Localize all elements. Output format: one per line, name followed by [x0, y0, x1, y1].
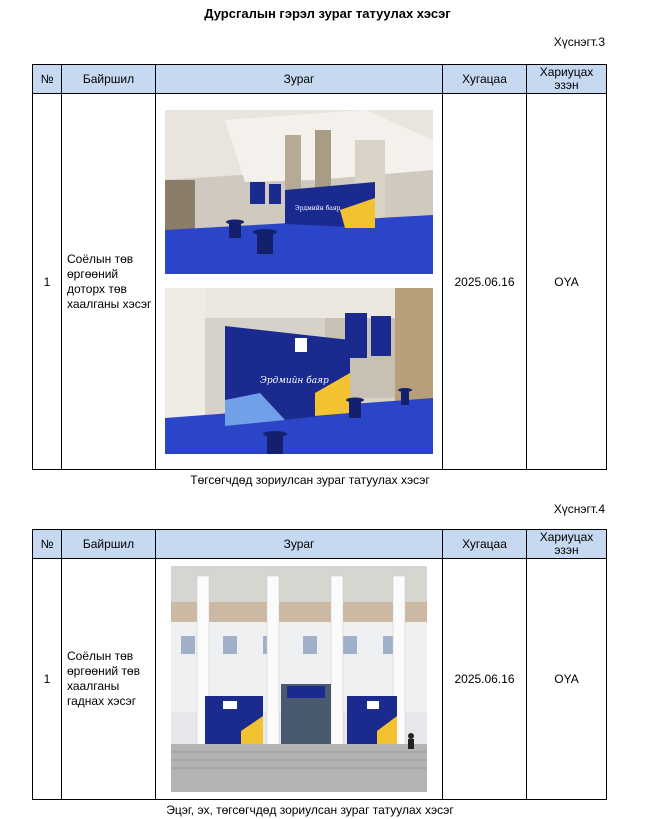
col-header-location: Байршил: [62, 530, 156, 559]
col-header-owner: Хариуцах эзэн: [527, 530, 607, 559]
annex-4-label: Хүснэгт.4: [553, 502, 605, 516]
document-title: Дурсгалын гэрэл зураг татуулах хэсэг: [204, 6, 451, 21]
annex-3-caption: Төгсөгчдөд зориулсан зураг татуулах хэсэг: [190, 473, 430, 487]
indoor-banner-1-text: Эрдмийн баяр: [295, 204, 341, 212]
col-header-date: Хугацаа: [443, 65, 527, 94]
row-photos: [156, 559, 443, 800]
annex-4-table: [32, 529, 607, 800]
col-header-date: Хугацаа: [443, 530, 527, 559]
row-photos: [156, 94, 443, 470]
col-header-no: №: [33, 65, 62, 94]
annex-4-caption: Эцэг, эх, төгсөгчдөд зориулсан зураг татуулах хэсэг: [166, 803, 454, 817]
table-row: [33, 559, 607, 800]
row-date: 2025.06.16: [443, 559, 527, 800]
annex-3-label: Хүснэгт.3: [553, 35, 605, 49]
indoor-banner-2-text: Эрдмийн баяр: [260, 375, 329, 386]
col-header-location: Байршил: [62, 65, 156, 94]
table-header-row: [33, 530, 607, 559]
table-header-row: [33, 65, 607, 94]
row-location: Соёлын төв өргөөний доторх төв хаалганы хэсэг: [62, 94, 156, 470]
row-location: Соёлын төв өргөөний төв хаалганы гаднах хэсэг: [62, 559, 156, 800]
row-date: 2025.06.16: [443, 94, 527, 470]
row-owner: OYA: [527, 94, 607, 470]
row-number: 1: [33, 94, 62, 470]
indoor-lobby-photo-2: [165, 288, 433, 454]
row-number: 1: [33, 559, 62, 800]
building-entrance-photo: [171, 566, 427, 792]
annex-3-table: [32, 64, 607, 470]
col-header-owner: Хариуцах эзэн: [527, 65, 607, 94]
table-row: [33, 94, 607, 470]
indoor-lobby-photo-1: [165, 110, 433, 274]
col-header-photo: Зураг: [156, 530, 443, 559]
col-header-no: №: [33, 530, 62, 559]
row-owner: OYA: [527, 559, 607, 800]
col-header-photo: Зураг: [156, 65, 443, 94]
